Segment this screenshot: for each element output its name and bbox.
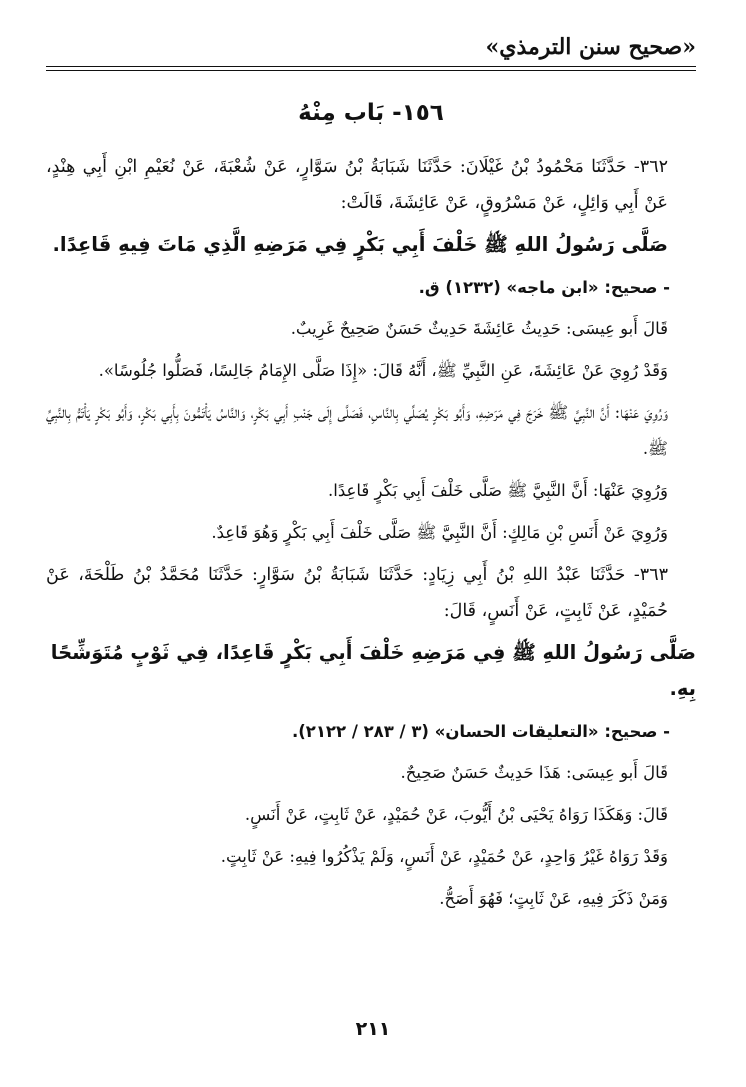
hadith-362-grading: - صحيح: «ابن ماجه» (١٢٣٢) ق.	[418, 278, 670, 297]
running-header	[46, 26, 696, 66]
hadith-362-comment-4: وَرُوِيَ عَنْهَا: أَنَّ النَّبِيَّ ﷺ صَلَّى خَلْفَ أَبِي بَكْرٍ قَاعِدًا.	[328, 481, 668, 500]
page-number: ٢١١	[355, 1018, 391, 1040]
header-rule-secondary	[46, 70, 696, 71]
hadith-363-comment-2: قَالَ: وَهَكَذَا رَوَاهُ يَحْيَى بْنُ أَيُّوبَ، عَنْ حُمَيْدٍ، عَنْ ثَابِتٍ، عَنْ أَنَسٍ.	[244, 805, 668, 824]
hadith-363-comment-1: قَالَ أَبو عِيسَى: هَذَا حَدِيثٌ حَسَنٌ صَحِيحٌ.	[400, 763, 668, 782]
running-title: «صحيح سنن الترمذي»	[485, 34, 696, 60]
hadith-363-comment-4: وَمَنْ ذَكَرَ فِيهِ، عَنْ ثَابِتٍ؛ فَهُوَ أَصَحُّ.	[439, 889, 668, 908]
hadith-362-comment-3: وَرُوِيَ عَنْهَا: أَنَّ النَّبِيَّ ﷺ خَرَجَ فِي مَرَضِهِ، وَأَبُو بَكْرٍ يُصَلِّي بِالنَّاسِ، فَصَلَّى إِلَى جَنْبِ أَبِي بَكْرٍ، وَالنَّاسُ يَأْتَمُّونَ بِأَبِي بَكْرٍ، وَأَبُو بَكْرٍ يَأْتَمُّ بِالنَّبِيِّ ﷺ.	[46, 403, 668, 458]
hadith-363-isnad: ٣٦٣- حَدَّثَنَا عَبْدُ اللهِ بْنُ أَبِي زِيَادٍ: حَدَّثَنَا شَبَابَةُ بْنُ سَوَّارٍ: حَدَّثَنَا مُحَمَّدُ بْنُ طَلْحَةَ، عَنْ حُمَيْدٍ، عَنْ ثَابِتٍ، عَنْ أَنَسٍ، قَالَ:	[46, 565, 668, 621]
header-rule	[46, 66, 696, 67]
hadith-362-isnad: ٣٦٢- حَدَّثَنَا مَحْمُودُ بْنُ غَيْلَانَ: حَدَّثَنَا شَبَابَةُ بْنُ سَوَّارٍ، عَنْ شُعْبَةَ، عَنْ نُعَيْمِ ابْنِ أَبِي هِنْدٍ، عَنْ أَبِي وَائِلٍ، عَنْ مَسْرُوقٍ، عَنْ عَائِشَةَ، قَالَتْ:	[46, 157, 668, 213]
hadith-363-matn: صَلَّى رَسُولُ اللهِ ﷺ فِي مَرَضِهِ خَلْفَ أَبِي بَكْرٍ قَاعِدًا، فِي ثَوْبٍ مُتَوَشِّحًا بِهِ.	[50, 641, 696, 700]
hadith-362-comment-2: وَقَدْ رُوِيَ عَنْ عَائِشَةَ، عَنِ النَّبِيِّ ﷺ، أَنَّهُ قَالَ: «إِذَا صَلَّى الإِمَامُ جَالِسًا، فَصَلُّوا جُلُوسًا».	[98, 361, 668, 380]
hadith-363-grading: - صحيح: «التعليقات الحسان» (٣ / ٢٨٣ / ٢١٢٢).	[291, 722, 670, 741]
hadith-363-comment-3: وَقَدْ رَوَاهُ غَيْرُ وَاحِدٍ، عَنْ حُمَيْدٍ، عَنْ أَنَسٍ، وَلَمْ يَذْكُرُوا فِيهِ: عَنْ ثَابِتٍ.	[220, 847, 668, 866]
hadith-362-comment-1: قَالَ أَبو عِيسَى: حَدِيثُ عَائِشَةَ حَدِيثٌ حَسَنٌ صَحِيحٌ غَرِيبٌ.	[290, 319, 668, 338]
chapter-heading: ١٥٦- بَاب مِنْهُ	[298, 100, 444, 126]
hadith-362-matn: صَلَّى رَسُولُ اللهِ ﷺ خَلْفَ أَبِي بَكْرٍ فِي مَرَضِهِ الَّذِي مَاتَ فِيهِ قَاعِدًا.	[52, 233, 668, 256]
hadith-362-comment-5: وَرُوِيَ عَنْ أَنَسِ بْنِ مَالِكٍ: أَنَّ النَّبِيَّ ﷺ صَلَّى خَلْفَ أَبِي بَكْرٍ وَهُوَ قَاعِدٌ.	[211, 523, 668, 542]
page-content	[46, 95, 696, 923]
